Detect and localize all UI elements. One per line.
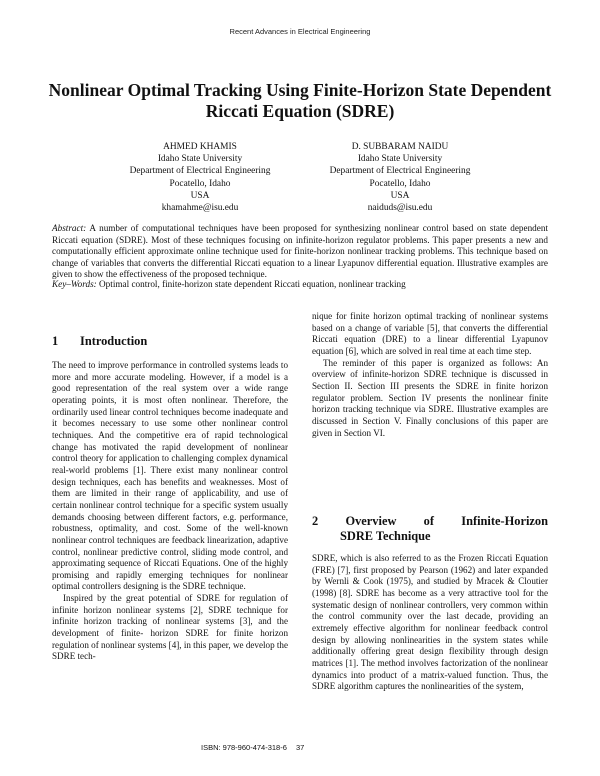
author-block-2 — [300, 141, 500, 214]
author-affiliation: Idaho State University — [357, 154, 443, 165]
paper-title — [40, 80, 560, 122]
right-column-top — [312, 311, 548, 439]
paragraph: SDRE, which is also referred to as the Frozen Riccati Equation (FRE) [7], first proposed by Pearson (1962) and later expanded by Wernli & Cook (1975), and studied by Mracek & Cloutier (1998) [8]. SDRE has become as a very attractive tool for the systematic design of nonlinear controllers, very common within the control community over the last decade, providing an extremely effective algorithm for nonlinear feedback control design by allowing nonlinearities in the system states while additionally offering great design flexibility through design matrices [1]. The method involves factorization of the nonlinear dynamics into product of a matrix-valued function. Thus, the SDRE algorithm captures the nonlinearities of the system, — [312, 553, 548, 692]
author-name: AHMED KHAMIS — [163, 142, 237, 152]
section-title-word: Infinite-Horizon — [461, 514, 548, 528]
section-title-word: Overview — [345, 514, 397, 528]
paper-title-line-2: Riccati Equation (SDRE) — [205, 101, 395, 121]
paragraph: The need to improve performance in controlled systems leads to more and more accurate modeling. However, if a model is a good representation of the real system over a wide range operating points, it is most often nonlinear. Therefore, the ordinarily used linear control techniques become inadequate and it becomes necessary to use some other nonlinear control techniques. And the competitive era of rapid technological change has motivated the rapid development of nonlinear control theory for application to challenging complex dynamical real-world problems [1]. There exist many nonlinear control design techniques, each has benefits and weaknesses. Most of them are limited in their range of applicability, and use of certain nonlinear control technique for a specific system usually demands choosing between different factors, e.g. performance, robustness, optimality, and cost. Some of the well-known nonlinear control techniques are feedback linearization, adaptive control, nonlinear predictive control, sliding mode control, and approximating sequence of Riccati Equations. One of the highly promising and rapidly emerging techniques for nonlinear optimal controllers designing is the SDRE technique. — [52, 360, 288, 592]
paragraph: The reminder of this paper is organized as follows: An overview of infinite-horizon SDRE technique is discussed in Section II. Section III presents the SDRE in finite horizon regulator problem. Section IV presents the nonlinear finite horizon tracking technique via SDRE. Illustrative examples are discussed in Section V. Finally conclusions of this paper are given in Section VI. — [312, 357, 548, 438]
author-affiliation: Idaho State University — [157, 154, 243, 165]
page-number: 37 — [296, 743, 305, 752]
running-header: Recent Advances in Electrical Engineering — [229, 27, 371, 36]
author-country: USA — [190, 190, 210, 201]
left-column — [52, 360, 288, 663]
abstract-label: Abstract: — [52, 223, 87, 233]
footer-isbn: ISBN: 978-960-474-318-6 — [201, 743, 287, 752]
author-country: USA — [390, 190, 410, 201]
keywords — [52, 279, 548, 291]
section-number: 2 — [312, 514, 319, 528]
paragraph: nique for finite horizon optimal tracking of nonlinear systems based on a change of variable [5], that converts the differential Riccati equation (DRE) to a linear differential Lyapunov equation [6], which are solved in real time at each time step. — [312, 311, 548, 356]
author-department: Department of Electrical Engineering — [329, 166, 471, 177]
author-city: Pocatello, Idaho — [369, 178, 431, 189]
section-heading-overview — [312, 514, 548, 544]
section-title-line-2: SDRE Technique — [340, 529, 431, 543]
section-title: Introduction — [80, 334, 148, 348]
author-block-1 — [100, 141, 300, 214]
abstract-text: A number of computational techniques have been proposed for synthesizing nonlinear control based on state dependent Riccati equation (SDRE). Most of these techniques focusing on infinite-horizon regulator problems. This paper presents a new and computationally efficient approximate online technique used for finite-horizon nonlinear tracking problems. This technique based on change of variables that converts the differential Riccati equation to a linear Lyapunov differential equation. Illustrative examples are given to show the effectiveness of the proposed technique. — [52, 223, 548, 280]
author-department: Department of Electrical Engineering — [129, 166, 271, 177]
right-column-bottom — [312, 553, 548, 693]
keywords-text: Optimal control, finite-horizon state dependent Riccati equation, nonlinear tracking — [96, 279, 406, 289]
author-email: naiduds@isu.edu — [367, 203, 433, 214]
paper-title-line-1: Nonlinear Optimal Tracking Using Finite-Horizon State Dependent — [48, 80, 552, 100]
author-name: D. SUBBARAM NAIDU — [351, 142, 449, 152]
author-email: khamahme@isu.edu — [161, 203, 239, 214]
section-number: 1 — [52, 334, 59, 348]
section-heading-introduction — [52, 334, 288, 349]
section-title-word: of — [423, 514, 434, 528]
abstract — [52, 223, 548, 281]
paragraph: Inspired by the great potential of SDRE for regulation of infinite horizon nonlinear systems [2], SDRE technique for infinite horizon tracking of nonlinear systems [3], and the development of finite- horizon SDRE for finite horizon regulation of nonlinear systems [4], in this paper, we develop the SDRE tech- — [52, 593, 289, 662]
author-city: Pocatello, Idaho — [169, 178, 231, 189]
keywords-label: Key–Words: — [52, 279, 97, 289]
